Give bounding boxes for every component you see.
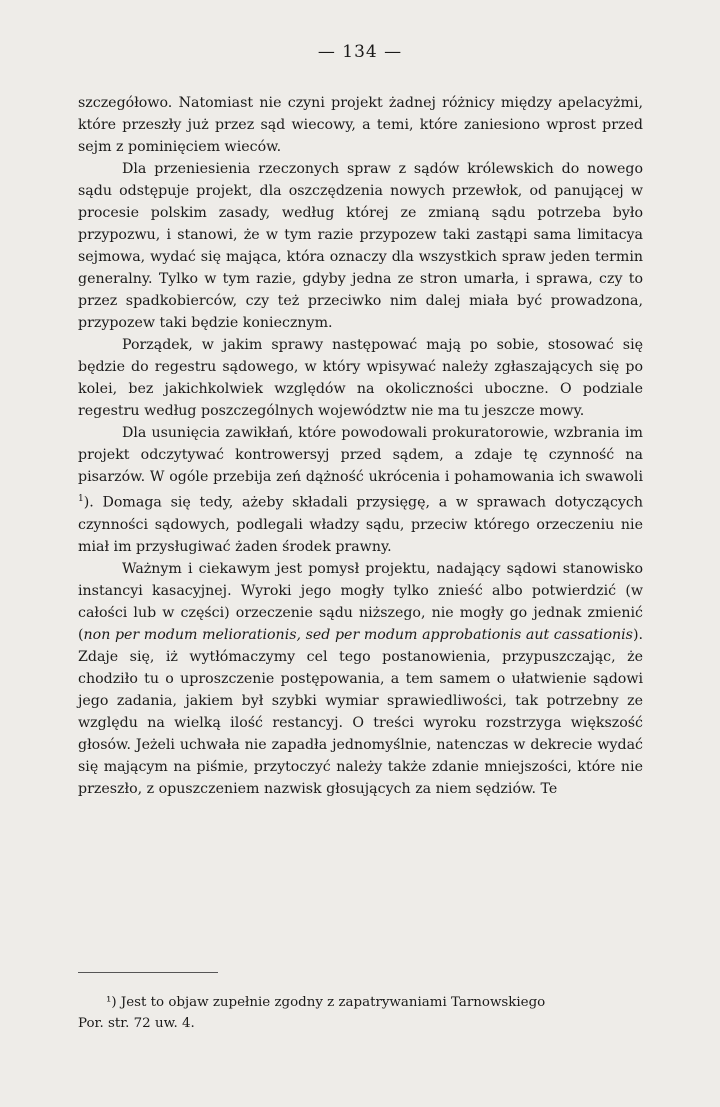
paragraph-2: Dla przeniesienia rzeczonych spraw z sądów królewskich do nowego sądu odstępuje projekt, dla oszczędzenia nowych przewłok, od panującej w procesie polskim zasady, według której ze zmianą sądu potrzeba było przypozwu, i stanowi, że w tym razie przypozew taki zastąpi sama limitacya sejmowa, wydać się mająca, która oznaczy dla wszystkich spraw jeden termin generalny. Tylko w tym razie, gdyby jedna ze stron umarła, i sprawa, czy to przez spadkobierców, czy też przeciwko nim dalej miała być prowadzona, przypozew taki będzie koniecznym. <box>78 161 643 331</box>
footnote <box>78 992 643 1034</box>
main-text <box>78 92 643 800</box>
paragraph-4 <box>78 422 643 558</box>
page-number: — 134 — <box>317 42 403 62</box>
footnote-marker: ¹) <box>106 995 117 1010</box>
paragraph-4-text-b: ). Domaga się tedy, ażeby składali przysięgę, a w sprawach dotyczących czynności sądowych, podlegali władzy sądu, przeciw którego orzeczeniu nie miał im przysługiwać żaden środek prawny. <box>78 494 643 555</box>
footnote-line-2: Por. str. 72 uw. 4. <box>78 1016 195 1031</box>
footnote-line-1 <box>78 992 643 1013</box>
paragraph-5-text-b: ). Zdaje się, iż wytłómaczymy cel tego postanowienia, przypuszczając, że chodziło tu o uproszczenie postępowania, a tem samem o ułatwienie sądowi jego zadania, jakiem był szybki wymiar sprawiedliwości, tak potrzebny ze względu na wielką ilość restancyj. O treści wyroku rozstrzyga większość głosów. Jeżeli uchwała nie zapadła jednomyślnie, natenczas w dekrecie wydać się mającym na piśmie, przytoczyć należy także zdanie mniejszości, które nie przeszło, z opuszczeniem nazwisk głosujących za niem sędziów. Te <box>78 626 643 797</box>
paragraph-1: szczegółowo. Natomiast nie czyni projekt żadnej różnicy między apelacyżmi, które przeszły już przez sąd wiecowy, a temi, które zaniesiono wprost przed sejm z pominięciem wieców. <box>78 95 643 155</box>
paragraph-4-text-a: Dla usunięcia zawikłań, które powodowali prokuratorowie, wzbrania im projekt odczytywać kontrowersyj przed sądem, a zdaje tę czynność na pisarzów. W ogóle przebija zeń dążność ukrócenia i pohamowania ich swawoli <box>78 425 643 485</box>
paragraph-5 <box>78 558 643 800</box>
paragraph-3: Porządek, w jakim sprawy następować mają po sobie, stosować się będzie do regestru sądowego, w który wpisywać należy zgłaszających się po kolei, bez jakichkolwiek względów na okoliczności uboczne. O podziale regestru według poszczególnych województw nie ma tu jeszcze mowy. <box>78 337 643 419</box>
footnote-divider <box>78 972 218 973</box>
latin-phrase: non per modum meliorationis, sed per modum approbationis aut cassationis <box>83 626 633 643</box>
paragraph-5-text-a: Ważnym i ciekawym jest pomysł projektu, nadający sądowi stanowisko instancyi kasacyjnej. Wyroki jego mogły tylko znieść albo potwierdzić (w całości lub w części) orzeczenie sądu niższego, nie mogły go jednak zmienić ( <box>78 560 643 643</box>
footnote-reference: 1 <box>78 494 84 504</box>
footnote-text: Jest to objaw zupełnie zgodny z zapatrywaniami Tarnowskiego <box>120 995 546 1010</box>
